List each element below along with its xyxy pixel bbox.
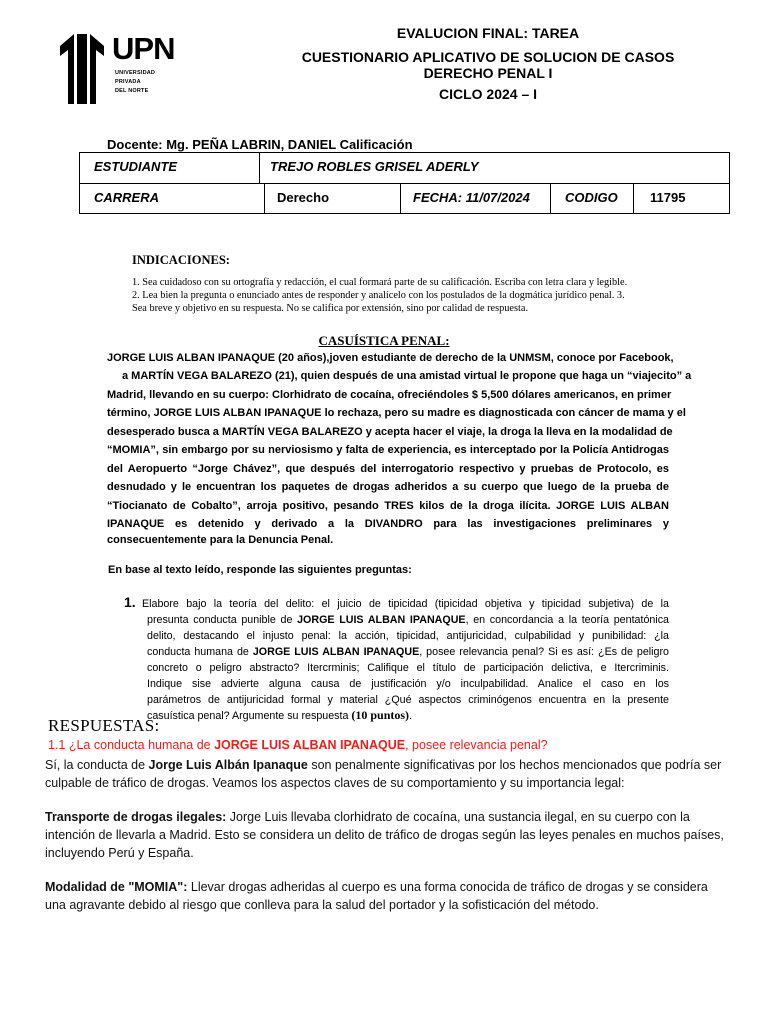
estudiante-label: ESTUDIANTE	[79, 152, 260, 184]
question-line: conducta humana de JORGE LUIS ALBAN IPANAQUE, posee relevancia penal? Si es así: ¿Es de peligro	[147, 646, 669, 658]
answer-line: incluyendo Perú y España.	[45, 846, 194, 860]
carrera-label: CARRERA	[79, 183, 265, 214]
upn-emblem-icon	[60, 34, 112, 104]
casuistica-title: CASUÍSTICA PENAL:	[318, 333, 450, 348]
question-line: delito, destacando el injusto penal: la acción, tipicidad, antijuricidad, culpabilidad y punibilidad: ¿la	[147, 630, 669, 642]
question-line: concreto o peligro abstracto? Itercrminis; Califique el título de participación delictiva, e Itercriminis.	[147, 662, 669, 674]
casuistica-line: término, JORGE LUIS ALBAN IPANAQUE lo rechaza, pero su madre es diagnosticada con cáncer de mama y el	[107, 407, 686, 419]
question-number: 1.	[124, 594, 136, 610]
casuistica-line: desesperado busca a MARTÍN VEGA BALAREZO y acepta hacer el viaje, la droga la lleva en la modalidad de	[107, 426, 673, 438]
answer-line: culpable de tráfico de drogas. Veamos los aspectos claves de su comportamiento y su importancia legal:	[45, 776, 625, 790]
casuistica-line: a MARTÍN VEGA BALAREZO (21), quien después de una amistad virtual le propone que haga un “viajecito” a	[122, 370, 692, 382]
indicacion-line: 2. Lea bien la pregunta o enunciado antes de responder y analícelo con los postulados de la dogmática jurídico penal. 3.	[132, 290, 625, 301]
header-title: EVALUCION FINAL: TAREA	[396, 25, 580, 41]
answer-line: intención de llevarla a Madrid. Esto se considera un delito de tráfico de drogas según las leyes penales en muchos países,	[45, 828, 724, 842]
answer-line: Transporte de drogas ilegales: Jorge Luis llevaba clorhidrato de cocaína, una sustancia ilegal, en su cuerpo con la	[45, 810, 690, 824]
question-line: casuística penal? Argumente su respuesta (10 puntos).	[147, 708, 413, 722]
logo-subtitle: UNIVERSIDAD	[115, 70, 156, 76]
docente-line: Docente: Mg. PEÑA LABRIN, DANIEL Calificación	[107, 137, 413, 152]
answer-line: Modalidad de "MOMIA": Llevar drogas adheridas al cuerpo es una forma conocida de tráfico de drogas y se considera	[45, 880, 708, 894]
header-course: DERECHO PENAL I	[423, 65, 553, 81]
upn-logo	[60, 31, 175, 104]
answer-line: una agravante debido al riesgo que conlleva para la salud del portador y la sofisticación del método.	[45, 898, 599, 912]
instruction-text: En base al texto leído, responde las siguientes preguntas:	[108, 564, 412, 576]
indicacion-line: Sea breve y objetivo en su respuesta. No se califica por extensión, sino por calidad de respuesta.	[132, 303, 529, 314]
casuistica-line: “MOMIA”, sin embargo por su nerviosismo y falta de experiencia, es interceptado por la Policía Antidrogas	[107, 444, 669, 456]
question-line: presunta conducta punible de JORGE LUIS ALBAN IPANAQUE, en concordancia a la teoría pentatónica	[147, 614, 669, 626]
header-subtitle: CUESTIONARIO APLICATIVO DE SOLUCION DE CASOS	[301, 49, 675, 65]
logo-subtitle: DEL NORTE	[115, 88, 149, 94]
casuistica-line: consecuentemente para la Denuncia Penal.	[107, 534, 334, 546]
casuistica-line: desnudado y le encuentran los paquetes de drogas adheridos a su cuerpo que luego de la prueba de	[107, 481, 669, 493]
answer-line: Sí, la conducta de Jorge Luis Albán Ipanaque son penalmente significativas por los hechos mencionados que podría ser	[45, 758, 722, 772]
casuistica-line: “Tiocianato de Cobalto”, arroja positivo, pesando TRES kilos de la droga ilícita. JORGE LUIS ALBAN	[107, 500, 669, 512]
carrera-value: Derecho	[264, 183, 401, 214]
question-line: Indique sise advierte alguna causa de justificación y/o inculpabilidad. Analice el caso en los	[147, 678, 669, 690]
respuestas-title: RESPUESTAS:	[48, 716, 160, 735]
indicaciones-title: INDICACIONES:	[132, 253, 230, 267]
indicacion-line: 1. Sea cuidadoso con su ortografía y redacción, el cual formará parte de su calificación. Escriba con letra clara y legible.	[132, 277, 628, 288]
estudiante-value: TREJO ROBLES GRISEL ADERLY	[259, 152, 730, 184]
logo-subtitle: PRIVADA	[115, 79, 141, 85]
codigo-label: CODIGO	[550, 183, 634, 214]
casuistica-line: IPANAQUE es detenido y derivado a la DIVANDRO para las investigaciones preliminares y	[107, 518, 669, 530]
casuistica-line: Madrid, llevando en su cuerpo: Clorhidrato de cocaína, ofreciéndoles $ 5,500 dólares americanos, en primer	[107, 389, 672, 401]
casuistica-line: del Aeropuerto “Jorge Chávez”, que después del interrogatorio respectivo y pruebas de Protocolo, es	[107, 463, 669, 475]
question-line: Elabore bajo la teoría del delito: el juicio de tipicidad (tipicidad objetiva y tipicidad subjetiva) de la	[142, 598, 669, 610]
respuesta-question: 1.1 ¿La conducta humana de JORGE LUIS ALBAN IPANAQUE, posee relevancia penal?	[48, 738, 548, 752]
fecha-value: FECHA: 11/07/2024	[400, 183, 551, 214]
header-cycle: CICLO 2024 – I	[438, 86, 538, 102]
question-line: parámetros de antijuricidad formal y material ¿Qué aspectos criminógenos encuentra en la presente	[147, 694, 669, 706]
casuistica-line: JORGE LUIS ALBAN IPANAQUE (20 años),joven estudiante de derecho de la UNMSM, conoce por Facebook,	[107, 352, 674, 364]
logo-brand: UPN	[112, 31, 175, 66]
codigo-value: 11795	[633, 183, 730, 214]
